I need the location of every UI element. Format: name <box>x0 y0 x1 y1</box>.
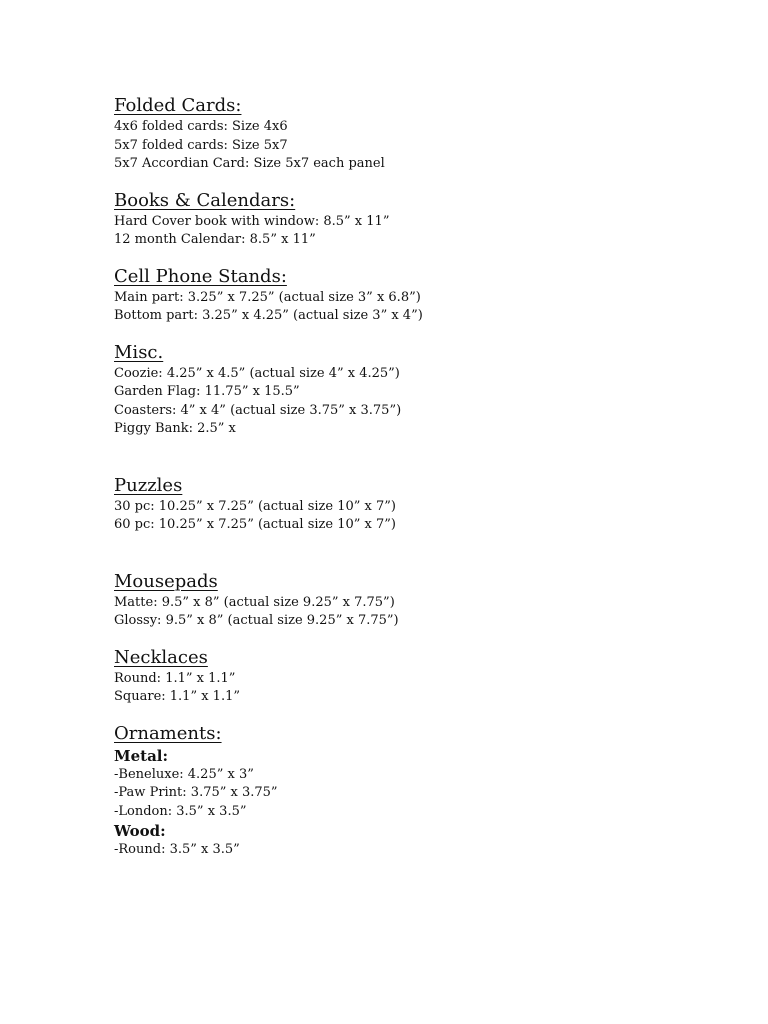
section-puzzles <box>114 474 734 535</box>
list-item: -London: 3.5” x 3.5” <box>114 803 247 819</box>
list-item: Coozie: 4.25” x 4.5” (actual size 4” x 4.25”) <box>114 365 400 381</box>
list-item: Main part: 3.25” x 7.25” (actual size 3” x 6.8”) <box>114 289 421 305</box>
section-heading: Necklaces <box>114 646 208 668</box>
list-item: 30 pc: 10.25” x 7.25” (actual size 10” x 7”) <box>114 498 396 514</box>
section-misc <box>114 341 734 439</box>
subheading-metal: Metal: <box>114 746 169 765</box>
list-item: Matte: 9.5” x 8” (actual size 9.25” x 7.75”) <box>114 594 395 610</box>
list-item: 60 pc: 10.25” x 7.25” (actual size 10” x 7”) <box>114 517 396 532</box>
list-item: 5x7 folded cards: Size 5x7 <box>114 137 288 153</box>
section-heading: Cell Phone Stands: <box>114 265 287 287</box>
list-item: Glossy: 9.5” x 8” (actual size 9.25” x 7.75”) <box>114 613 399 628</box>
list-item: -Beneluxe: 4.25” x 3” <box>114 766 254 782</box>
section-books-calendars <box>114 189 734 250</box>
section-heading: Misc. <box>114 341 164 363</box>
document-page <box>114 94 734 860</box>
section-mousepads <box>114 570 734 631</box>
section-folded-cards <box>114 94 734 174</box>
list-item: 4x6 folded cards: Size 4x6 <box>114 119 288 134</box>
section-necklaces <box>114 646 734 707</box>
section-heading: Mousepads <box>114 570 218 592</box>
list-item: Bottom part: 3.25” x 4.25” (actual size 3” x 4”) <box>114 308 423 323</box>
section-cell-phone-stands <box>114 265 734 326</box>
section-heading: Folded Cards: <box>114 95 242 116</box>
list-item: -Round: 3.5” x 3.5” <box>114 842 240 857</box>
list-item: Round: 1.1” x 1.1” <box>114 670 236 686</box>
section-heading: Ornaments: <box>114 722 222 744</box>
list-item: -Paw Print: 3.75” x 3.75” <box>114 785 278 800</box>
list-item: Hard Cover book with window: 8.5” x 11” <box>114 213 390 229</box>
list-item: Coasters: 4” x 4” (actual size 3.75” x 3.75”) <box>114 402 402 418</box>
list-item: Garden Flag: 11.75” x 15.5” <box>114 384 300 399</box>
section-heading: Books & Calendars: <box>114 189 296 211</box>
section-heading: Puzzles <box>114 474 183 496</box>
section-ornaments <box>114 722 734 860</box>
list-item: Piggy Bank: 2.5” x <box>114 421 236 436</box>
subheading-wood: Wood: <box>114 822 166 840</box>
list-item: 12 month Calendar: 8.5” x 11” <box>114 232 316 247</box>
list-item: Square: 1.1” x 1.1” <box>114 689 241 704</box>
list-item: 5x7 Accordian Card: Size 5x7 each panel <box>114 156 385 171</box>
